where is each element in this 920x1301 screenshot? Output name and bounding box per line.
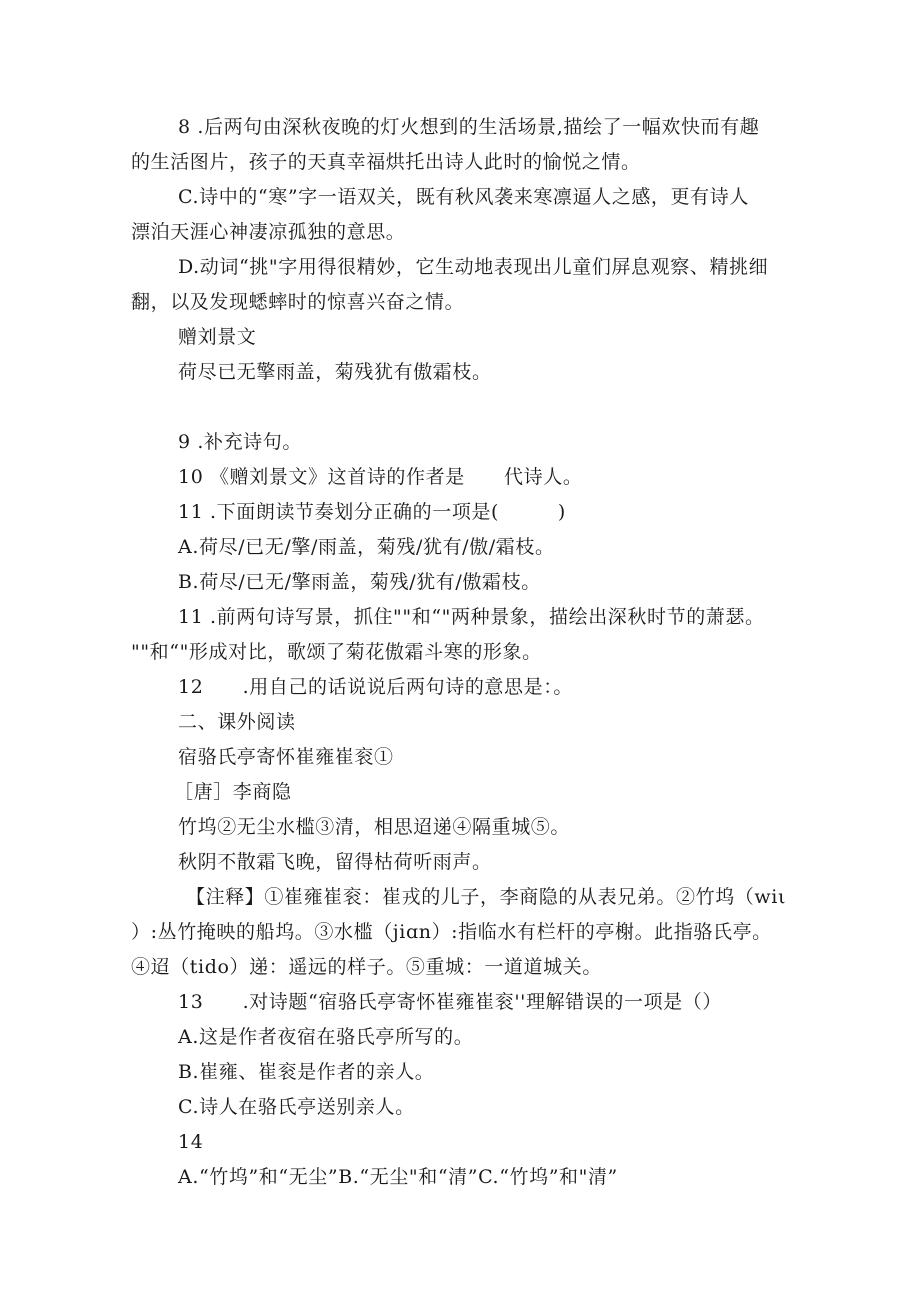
- poem-author: ［唐］李商隐: [174, 781, 292, 803]
- text-line: 8 .后两句由深秋夜晚的灯火想到的生活场景,描绘了一幅欢快而有趣: [178, 116, 760, 138]
- question-line: 12 .用自己的话说说后两句诗的意思是：。: [178, 676, 573, 698]
- poem-line: 荷尽已无擎雨盖，菊残犹有傲霜枝。: [178, 361, 492, 383]
- option-line: A.荷尽/已无/擎/雨盖，菊残/犹有/傲/霜枝。: [178, 536, 555, 558]
- text-line: C.诗中的“寒”字一语双关，既有秋风袭来寒凛逼人之感，更有诗人: [178, 186, 749, 208]
- poem-line: 秋阴不散霜飞晚，留得枯荷听雨声。: [178, 851, 492, 873]
- poem-title: 宿骆氏亭寄怀崔雍崔衮①: [178, 746, 394, 768]
- section-heading: 二、课外阅读: [178, 711, 296, 733]
- text-line: D.动词“挑"字用得很精妙，它生动地表现出儿童们屏息观察、精挑细: [178, 256, 769, 278]
- annotation-line: 【注释】①崔雍崔衮：崔戎的儿子，李商隐的从表兄弟。②竹坞（wiι: [186, 886, 786, 908]
- option-line: B.荷尽/已无/擎雨盖，菊残/犹有/傲霜枝。: [178, 571, 541, 593]
- question-line: 9 .补充诗句。: [178, 431, 302, 453]
- question-line: 11 .下面朗读节奏划分正确的一项是( ): [178, 501, 566, 523]
- annotation-line: ④迢（tido）递：遥远的样子。⑤重城：一道道城关。: [131, 956, 602, 978]
- annotation-line: ）:丛竹掩映的船坞。③水槛（jiɑn）:指临水有栏杆的亭榭。此指骆氏亭。: [131, 921, 772, 943]
- poem-line: 竹坞②无尘水槛③清，相思迢递④隔重城⑤。: [178, 816, 571, 838]
- question-line: 11 .前两句诗写景，抓住""和“"两种景象，描绘出深秋时节的萧瑟。: [178, 606, 765, 628]
- question-line: 13 .对诗题“宿骆氏亭寄怀崔雍崔衮''理解错误的一项是（）: [178, 991, 722, 1013]
- option-line: A.这是作者夜宿在骆氏亭所写的。: [178, 1026, 474, 1048]
- text-line: ""和“"形成对比，歌颂了菊花傲霜斗寒的形象。: [131, 641, 542, 663]
- question-line: 14: [178, 1131, 204, 1153]
- option-line: B.崔雍、崔衮是作者的亲人。: [178, 1061, 435, 1083]
- text-line: 翻，以及发现蟋蟀时的惊喜兴奋之情。: [131, 291, 465, 313]
- option-line: A.“竹坞”和“无尘”B.“无尘"和“清”C.“竹坞”和"清”: [178, 1166, 618, 1188]
- text-line: 漂泊天涯心神凄凉孤独的意思。: [131, 221, 406, 243]
- poem-title: 赠刘景文: [178, 326, 257, 348]
- option-line: C.诗人在骆氏亭送别亲人。: [178, 1096, 415, 1118]
- text-line: 的生活图片，孩子的天真幸福烘托出诗人此时的愉悦之情。: [131, 151, 641, 173]
- question-line: 10 《赠刘景文》这首诗的作者是 代诗人。: [178, 466, 583, 488]
